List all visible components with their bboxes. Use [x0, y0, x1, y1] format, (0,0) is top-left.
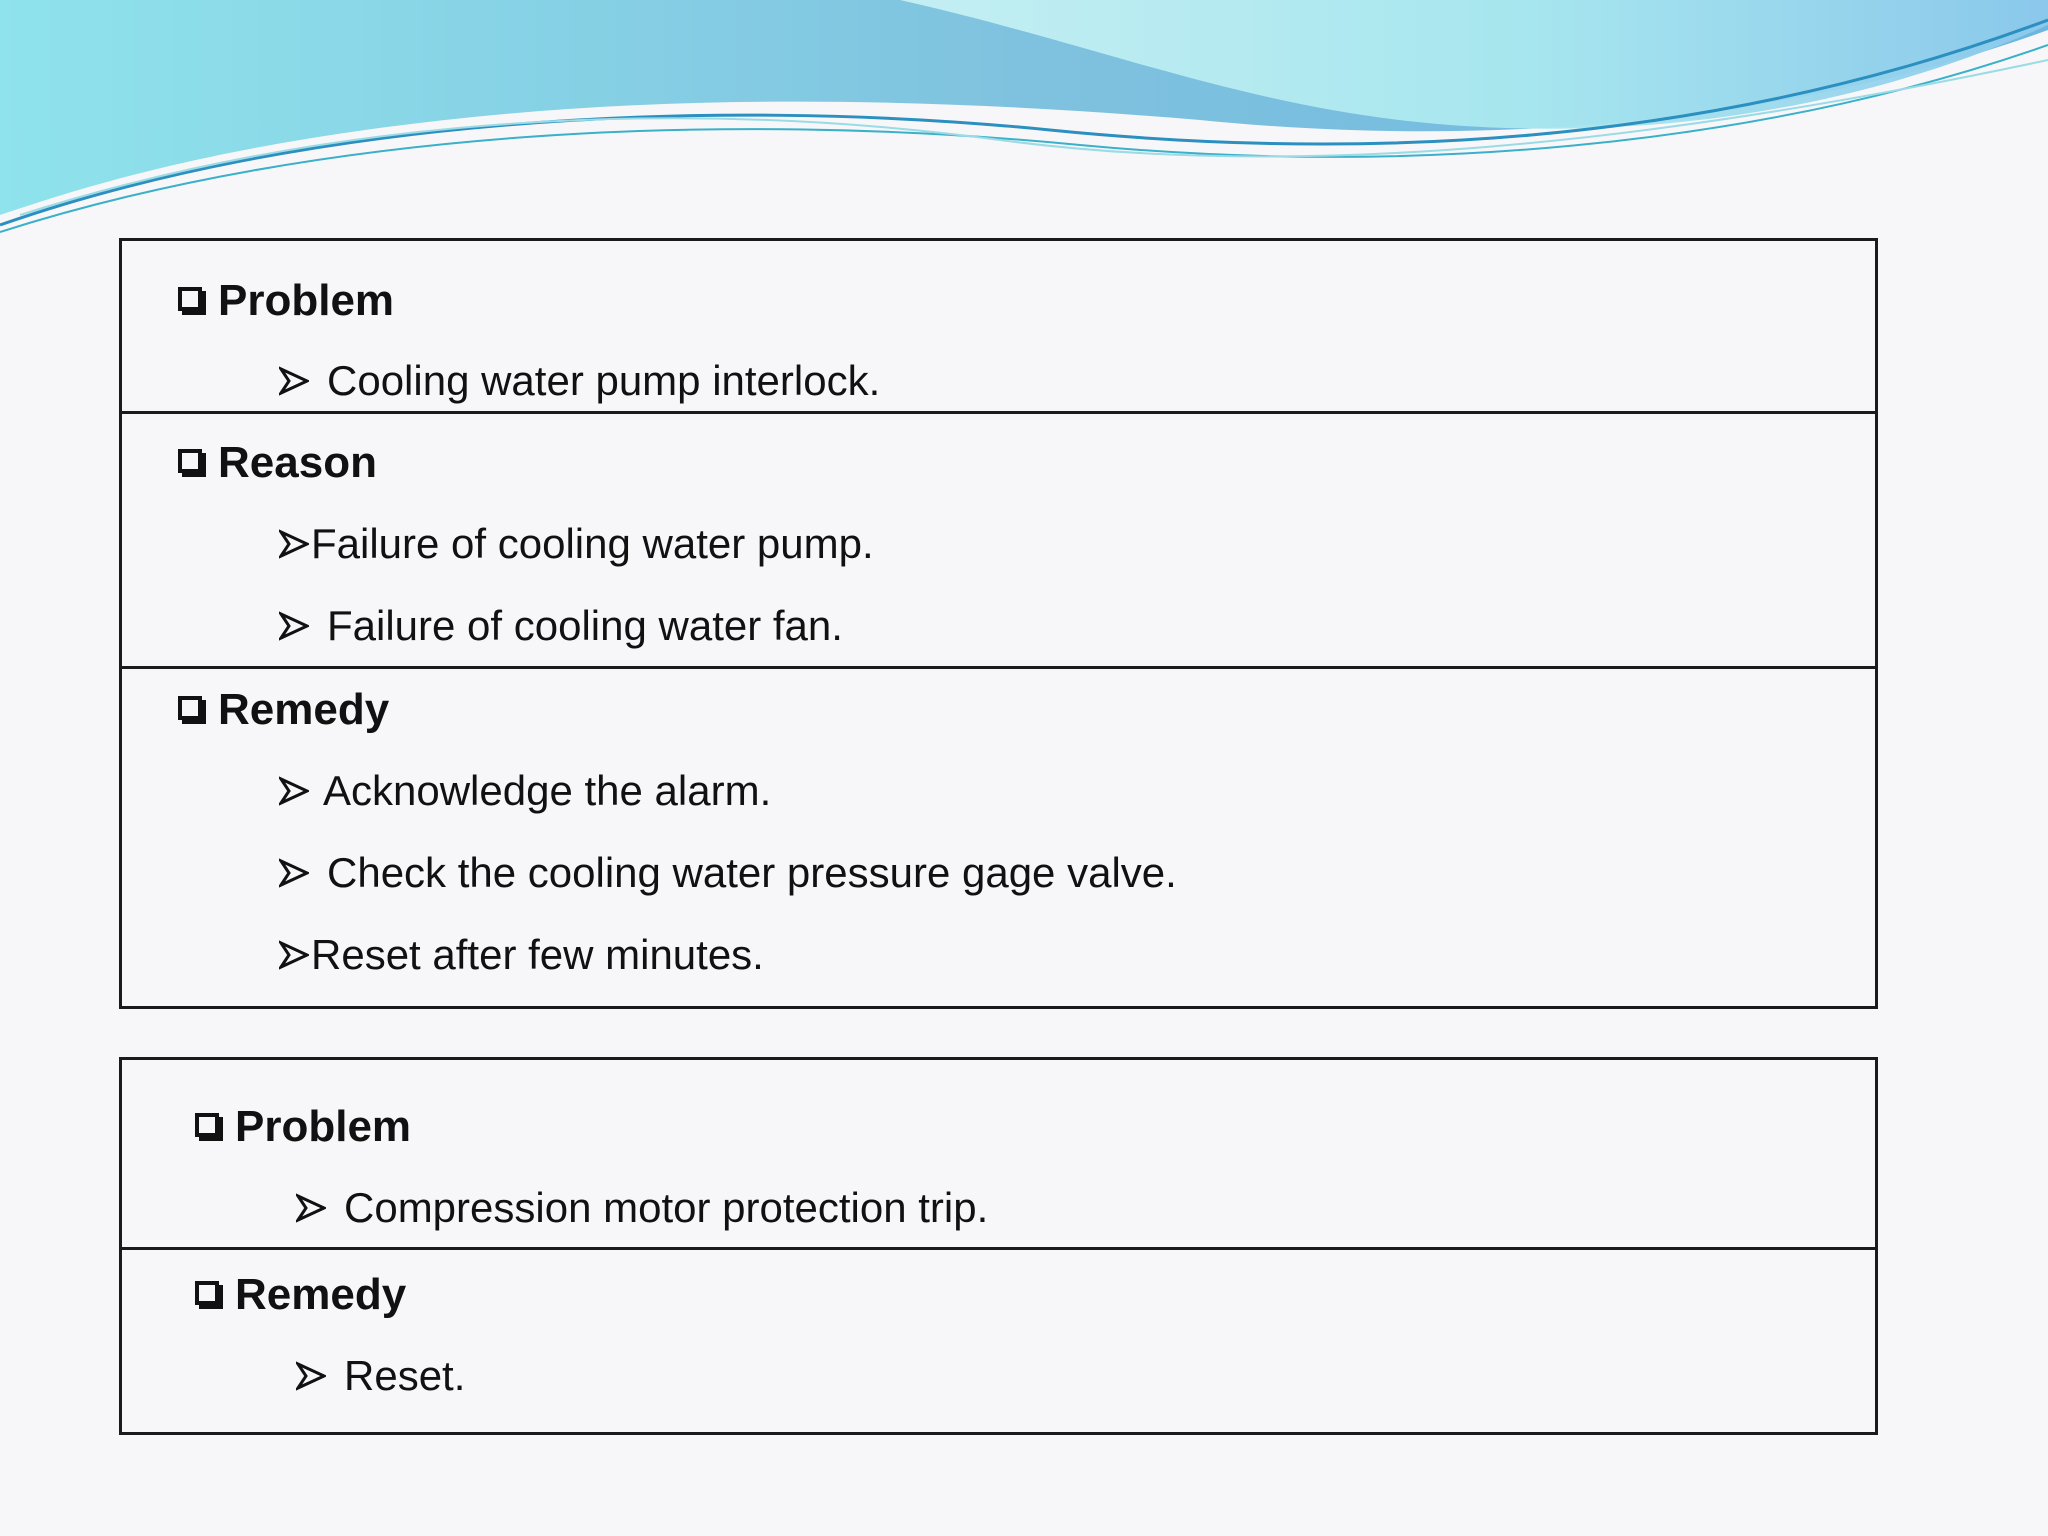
remedy-heading: Remedy [195, 1273, 406, 1317]
arrow-icon [279, 776, 309, 806]
list-item: Reset after few minutes. [279, 934, 764, 976]
reason-section [122, 411, 1875, 669]
list-item: Check the cooling water pressure gage valve. [279, 852, 1177, 894]
troubleshooting-card-2 [119, 1057, 1878, 1435]
arrow-icon [296, 1193, 326, 1223]
problem-section [122, 241, 1875, 414]
list-item: Cooling water pump interlock. [279, 360, 880, 402]
troubleshooting-card-1 [119, 238, 1878, 1009]
remedy-heading: Remedy [178, 688, 389, 732]
arrow-icon [279, 940, 309, 970]
decorative-wave-banner [0, 0, 2048, 240]
checkbox-icon [195, 1281, 219, 1305]
checkbox-icon [178, 287, 202, 311]
list-item: Reset. [296, 1355, 465, 1397]
remedy-section [122, 666, 1875, 1006]
checkbox-icon [178, 696, 202, 720]
arrow-icon [296, 1361, 326, 1391]
list-item: Failure of cooling water pump. [279, 523, 874, 565]
arrow-icon [279, 529, 309, 559]
problem-section [122, 1060, 1875, 1250]
checkbox-icon [178, 449, 202, 473]
problem-heading: Problem [195, 1105, 411, 1149]
problem-heading: Problem [178, 279, 394, 323]
reason-heading: Reason [178, 441, 377, 485]
list-item: Compression motor protection trip. [296, 1187, 988, 1229]
list-item: Failure of cooling water fan. [279, 605, 843, 647]
remedy-section [122, 1247, 1875, 1432]
checkbox-icon [195, 1113, 219, 1137]
arrow-icon [279, 366, 309, 396]
list-item: Acknowledge the alarm. [279, 770, 771, 812]
arrow-icon [279, 611, 309, 641]
arrow-icon [279, 858, 309, 888]
